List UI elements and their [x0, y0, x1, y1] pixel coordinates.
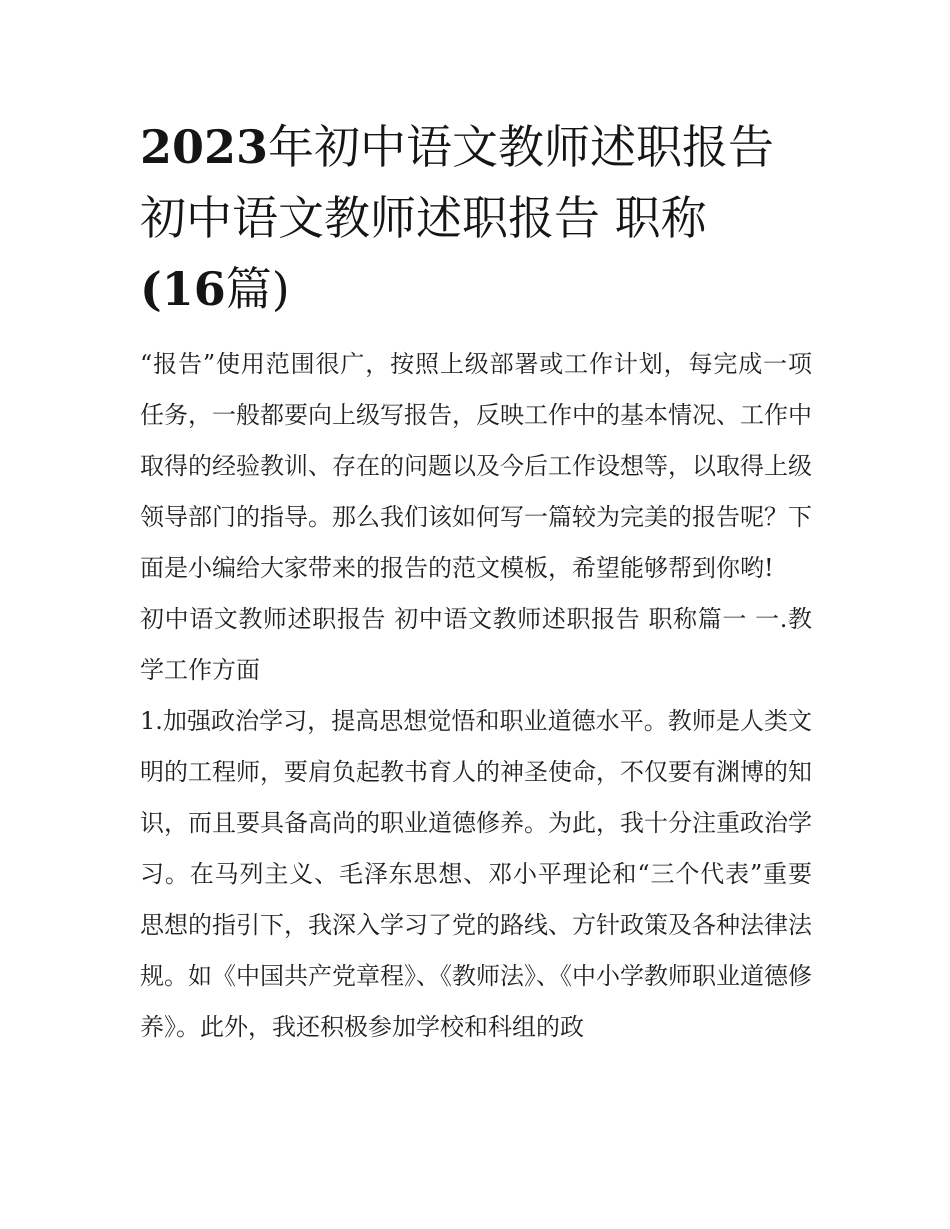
- title-year: 2023: [140, 120, 269, 174]
- intro-paragraph: “报告”使用范围很广，按照上级部署或工作计划，每完成一项任务，一般都要向上级写报告，反映工作中的基本情况、工作中取得的经验教训、存在的问题以及今后工作设想等，以取得上级领导部门的指导。那么我们该如何写一篇较为完美的报告呢？下面是小编给大家带来的报告的范文模板，希望能够帮到你哟!: [140, 350, 812, 582]
- title-count: (16: [140, 262, 226, 316]
- body-paragraph: 1.加强政治学习，提高思想觉悟和职业道德水平。教师是人类文明的工程师，要肩负起教书育人的神圣使命，不仅要有渊博的知识，而且要具备高尚的职业道德修养。为此，我十分注重政治学习。在马列主义、毛泽东思想、邓小平理论和“三个代表”重要思想的指引下，我深入学习了党的路线、方针政策及各种法律法规。如《中国共产党章程》、《教师法》、《中小学教师职业道德修养》。此外，我还积极参加学校和科组的政: [140, 707, 812, 1041]
- title-main-text: 年初中语文教师述职报告 初中语文教师述职报告 职称: [140, 120, 775, 245]
- document-title: [140, 112, 812, 325]
- section-heading: 初中语文教师述职报告 初中语文教师述职报告 职称篇一 一.教学工作方面: [140, 605, 812, 684]
- title-count-suffix: 篇): [225, 262, 290, 316]
